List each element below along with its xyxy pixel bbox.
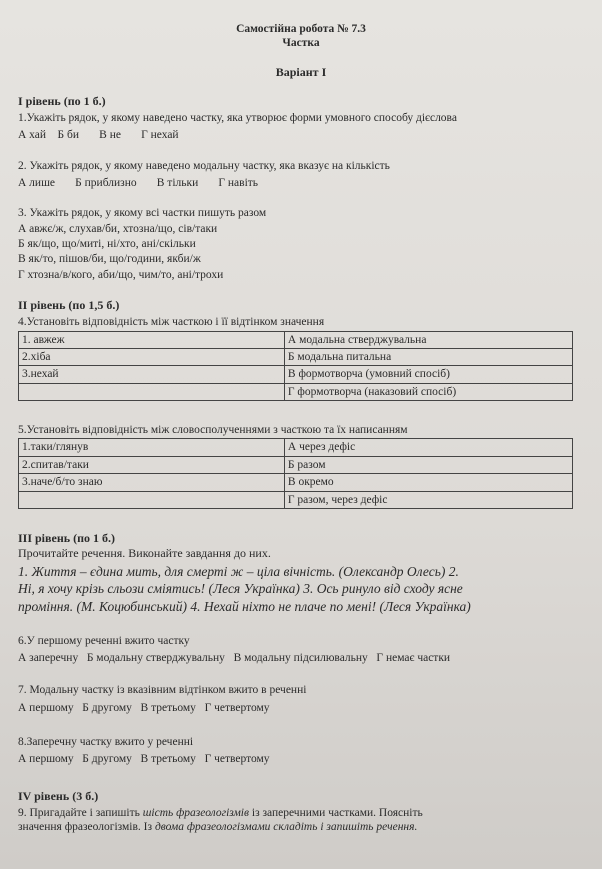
q4-right-b: Б модальна питальна: [284, 348, 572, 365]
sentence-line-2: Ні, я хочу крізь сльози сміятись! (Леся Українка) 3. Ось ринуло від сходу ясне: [18, 581, 463, 597]
q8-option-d: Г четвертому: [204, 753, 270, 766]
table-row: [19, 474, 573, 491]
q1-option-c: В не: [99, 129, 121, 142]
q5-right-b: Б разом: [284, 456, 572, 473]
q9-italic-2: двома фразеологізмами складіть і запишіть речення.: [154, 821, 418, 834]
q6-option-d: Г немає частки: [376, 651, 451, 664]
q4-match-table: [18, 331, 573, 402]
q9-text-1: 9. Пригадайте і запишіть: [18, 806, 143, 819]
q3-line-a: А авжє/ж, слухав/би, хтозна/що, сів/таки: [18, 222, 218, 235]
question-1-options: [18, 128, 584, 142]
q8-option-b: Б другому: [82, 753, 132, 766]
variant-heading: Варіант І: [275, 64, 327, 79]
question-8: 8.Заперечну частку вжито у реченні: [18, 736, 194, 749]
level3-intro: Прочитайте речення. Виконайте завдання до них.: [18, 545, 271, 560]
q5-left-3: 3.наче/б/то знаю: [19, 474, 285, 491]
q2-option-b: Б приблизно: [75, 176, 137, 189]
q8-option-a: А першому: [18, 753, 74, 766]
q6-option-c: В модальну підсилювальну: [233, 651, 368, 664]
q7-option-b: Б другому: [82, 701, 132, 714]
q1-option-d: Г нехай: [141, 129, 179, 142]
worksheet-subtitle: Частка: [282, 37, 320, 50]
q2-option-c: В тільки: [156, 176, 199, 189]
question-3: 3. Укажіть рядок, у якому всі частки пишуть разом: [18, 207, 267, 220]
q5-left-4: [19, 491, 285, 508]
question-9: [18, 806, 584, 835]
sentence-line-1: 1. Життя – єдина мить, для смерті ж – ціла вічність. (Олександр Олесь) 2.: [18, 563, 459, 579]
q5-left-1: 1.таки/глянув: [19, 439, 285, 456]
table-row: [19, 491, 573, 508]
question-7: 7. Модальну частку із вказівним відтінком вжито в реченні: [18, 684, 307, 697]
q6-option-b: Б модальну стверджувальну: [86, 651, 225, 664]
question-8-options: [18, 752, 584, 766]
table-row: [19, 366, 573, 383]
q5-right-a: А через дефіс: [284, 439, 572, 456]
q5-left-2: 2.спитав/таки: [19, 456, 285, 473]
table-row: [19, 456, 573, 473]
sentence-line-3: проміння. (М. Коцюбинський) 4. Нехай ніхто не плаче по мені! (Леся Українка): [18, 598, 471, 614]
question-4: 4.Установіть відповідність між часткою і її відтінком значення: [18, 316, 325, 329]
q3-line-b: Б як/що, що/миті, ні/хто, ані/скільки: [18, 238, 196, 250]
question-5: 5.Установіть відповідність між словосполученнями з часткою та їх написанням: [18, 424, 408, 436]
question-7-options: [18, 701, 584, 715]
q4-left-3: 3.нехай: [19, 366, 285, 383]
level1-heading: І рівень (по 1 б.): [18, 93, 106, 108]
question-6-options: [18, 651, 584, 665]
q7-option-c: В третьому: [140, 701, 196, 714]
q1-option-b: Б би: [57, 129, 80, 142]
level2-heading: ІІ рівень (по 1,5 б.): [18, 298, 120, 313]
q9-text-2: із заперечними частками. Поясніть: [249, 806, 423, 819]
q2-option-d: Г навіть: [218, 176, 259, 189]
table-row: [19, 331, 573, 348]
q4-right-d: Г формотворча (наказовий спосіб): [284, 383, 572, 400]
question-2-options: [18, 176, 584, 190]
table-row: [19, 348, 573, 365]
q8-option-c: В третьому: [140, 753, 196, 766]
table-row: [19, 383, 573, 400]
q4-left-2: 2.хіба: [19, 348, 285, 365]
q5-right-d: Г разом, через дефіс: [284, 491, 572, 508]
q4-right-a: А модальна стверджувальна: [284, 331, 572, 348]
question-1: 1.Укажіть рядок, у якому наведено частку, яка утворює форми умовного способу дієслова: [18, 111, 457, 124]
q5-right-c: В окремо: [284, 474, 572, 491]
q5-match-table: [18, 438, 573, 509]
q4-left-4: [19, 383, 285, 400]
level3-sentences: [18, 563, 584, 616]
q7-option-a: А першому: [18, 701, 74, 714]
q9-italic-1: шість фразеологізмів: [142, 806, 249, 819]
question-6: 6.У першому реченні вжито частку: [18, 634, 190, 647]
q9-text-3: значення фразеологізмів. Із: [18, 821, 155, 834]
q7-option-d: Г четвертому: [204, 701, 270, 714]
q4-right-c: В формотворча (умовний спосіб): [284, 366, 572, 383]
level3-heading: ІІІ рівень (по 1 б.): [18, 530, 115, 545]
level4-heading: IV рівень (3 б.): [18, 788, 99, 803]
q3-line-c: В як/то, пішов/би, що/години, якби/ж: [18, 253, 201, 266]
q2-option-a: А лише: [18, 176, 56, 189]
q4-left-1: 1. авжеж: [19, 331, 285, 348]
question-2: 2. Укажіть рядок, у якому наведено модальну частку, яка вказує на кількість: [18, 159, 390, 172]
worksheet-title: Самостійна робота № 7.3: [236, 23, 366, 35]
q6-option-a: А заперечну: [18, 651, 79, 664]
table-row: [19, 439, 573, 456]
q3-line-d: Г хтозна/в/кого, аби/що, чим/то, ані/трохи: [18, 268, 224, 281]
q1-option-a: А хай: [18, 129, 47, 142]
